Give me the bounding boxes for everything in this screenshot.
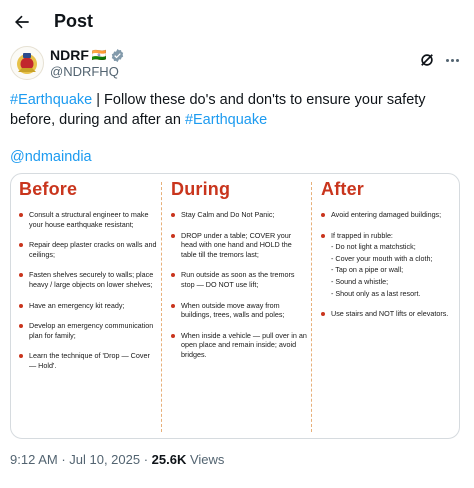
list-item: Have an emergency kit ready; <box>19 301 157 311</box>
list-item: DROP under a table; COVER your head with one hand and HOLD the table till the tremors last; <box>171 231 307 260</box>
list-item: Fasten shelves securely to walls; place heavy / large objects on lower shelves; <box>19 270 157 289</box>
grok-icon <box>418 51 436 69</box>
ndrf-emblem-icon <box>12 48 42 78</box>
list-subitem: - Shout only as a last resort. <box>331 288 421 298</box>
back-button[interactable] <box>10 10 34 34</box>
item-list <box>19 210 157 382</box>
list-item: When inside a vehicle — pull over in an open place and remain inside; avoid bridges. <box>171 331 307 360</box>
meta-separator: · <box>57 452 70 467</box>
arrow-left-icon <box>12 12 32 32</box>
avatar[interactable] <box>10 46 44 80</box>
list-item: Avoid entering damaged buildings; <box>321 210 457 220</box>
hashtag-link[interactable]: #Earthquake <box>10 92 93 108</box>
column-title: After <box>321 179 365 199</box>
item-list <box>171 210 307 371</box>
list-item: If trapped in rubble: <box>321 231 457 241</box>
after-column <box>311 174 460 439</box>
list-subitem: - Cover your mouth with a cloth; <box>331 253 433 263</box>
page-title: Post <box>54 11 94 31</box>
list-item: When outside move away from buildings, trees, walls and poles; <box>171 301 307 320</box>
post-author <box>10 46 464 82</box>
author-name[interactable]: NDRF <box>50 47 89 63</box>
list-subitem: - Do not light a matchstick; <box>331 242 416 252</box>
post-header <box>0 0 474 44</box>
author-name-row[interactable] <box>50 46 125 64</box>
meta-separator: · <box>140 452 152 467</box>
infographic-image[interactable] <box>10 173 460 439</box>
list-item: Use stairs and NOT lifts or elevators. <box>321 309 457 319</box>
before-column <box>11 174 161 439</box>
list-item: Stay Calm and Do Not Panic; <box>171 210 307 220</box>
list-subitem: - Tap on a pipe or wall; <box>331 265 404 275</box>
flag-emoji: 🇮🇳 <box>91 48 107 62</box>
views-count: 25.6K <box>151 452 187 467</box>
views-label: Views <box>186 452 225 467</box>
verified-badge-icon <box>110 48 125 63</box>
post-body-text: | Follow these do's and don'ts to ensure your safety before, during and after an <box>10 92 426 128</box>
hashtag-link[interactable]: #Earthquake <box>184 112 268 128</box>
post-time[interactable]: 9:12 AM <box>10 452 58 467</box>
more-options-button[interactable] <box>442 50 462 70</box>
list-subitem: - Sound a whistle; <box>331 276 389 286</box>
mention-link[interactable]: @ndmaindia <box>10 149 92 165</box>
post-text <box>10 90 466 130</box>
post-date[interactable]: Jul 10, 2025 <box>69 452 141 467</box>
list-item: Repair deep plaster cracks on walls and ceilings; <box>19 240 157 259</box>
column-title: Before <box>19 179 78 199</box>
item-list <box>321 210 457 330</box>
grok-button[interactable] <box>418 51 436 69</box>
author-handle[interactable]: @NDRFHQ <box>50 64 119 79</box>
list-item: Develop an emergency communication plan for family; <box>19 321 157 340</box>
list-item: Learn the technique of 'Drop — Cover — Hold'. <box>19 351 157 370</box>
list-item: Consult a structural engineer to make your house earthquake resistant; <box>19 210 157 229</box>
list-item: Run outside as soon as the tremors stop — DO NOT use lift; <box>171 270 307 289</box>
post-metadata <box>10 452 224 467</box>
column-title: During <box>171 179 231 199</box>
more-icon <box>446 59 449 62</box>
during-column <box>161 174 311 439</box>
